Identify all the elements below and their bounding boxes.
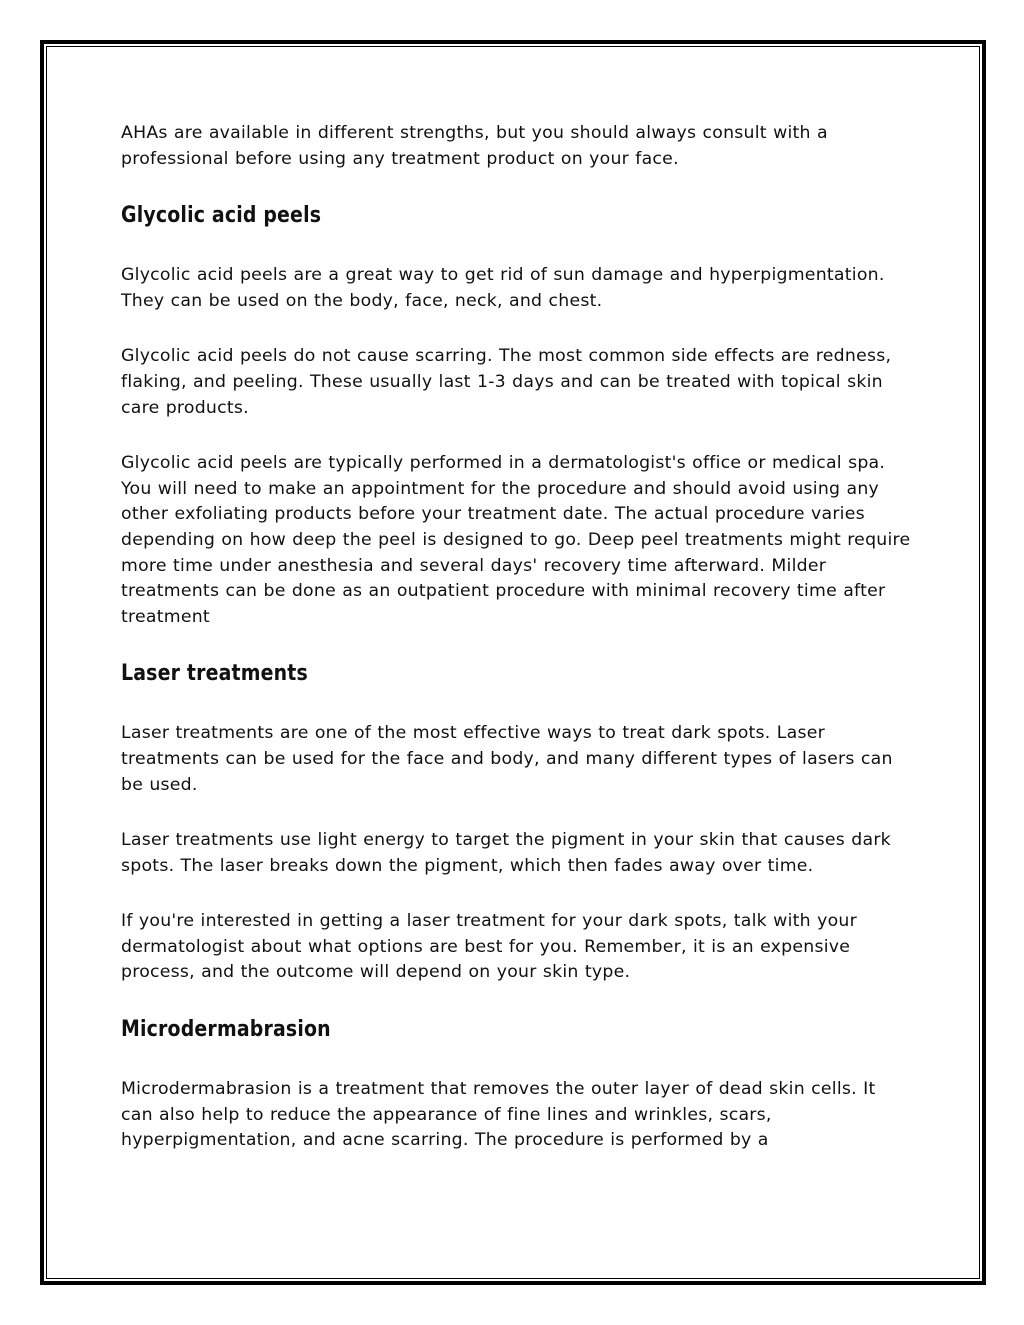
- intro-paragraph: AHAs are available in different strengths, but you should always consult with a professional before using any treatment product on your face.: [121, 123, 828, 169]
- paragraph: Glycolic acid peels are a great way to get rid of sun damage and hyperpigmentation. They can be used on the body, face, neck, and chest.: [121, 265, 885, 311]
- section-microdermabrasion: [121, 1016, 911, 1154]
- section-laser-treatments: [121, 660, 911, 986]
- paragraph: Laser treatments use light energy to target the pigment in your skin that causes dark spots. The laser breaks down the pigment, which then fades away over time.: [121, 830, 891, 876]
- paragraph: Laser treatments are one of the most effective ways to treat dark spots. Laser treatments can be used for the face and body, and many different types of lasers can be used.: [121, 723, 893, 795]
- section-glycolic-acid-peels: [121, 202, 911, 630]
- document-body: [121, 121, 911, 1184]
- paragraph: Glycolic acid peels do not cause scarring. The most common side effects are redness, flaking, and peeling. These usually last 1-3 days and can be treated with topical skin care products.: [121, 346, 892, 418]
- paragraph: Microdermabrasion is a treatment that removes the outer layer of dead skin cells. It can also help to reduce the appearance of fine lines and wrinkles, scars, hyperpigmentation, and acne scarring. The procedure is performed by a: [121, 1079, 876, 1151]
- section-heading: Microdermabrasion: [121, 1017, 331, 1043]
- section-heading: Laser treatments: [121, 661, 308, 687]
- section-heading: Glycolic acid peels: [121, 203, 322, 229]
- paragraph: If you're interested in getting a laser treatment for your dark spots, talk with your dermatologist about what options are best for you. Remember, it is an expensive process, and the outcome will depend on your skin type.: [121, 911, 857, 983]
- paragraph: Glycolic acid peels are typically performed in a dermatologist's office or medical spa. You will need to make an appointment for the procedure and should avoid using any other exfoliating products before your treatment date. The actual procedure varies depending on how deep the peel is designed to go. Deep peel treatments might require more time under anesthesia and several days' recovery time afterward. Milder treatments can be done as an outpatient procedure with minimal recovery time after treatment: [121, 453, 911, 627]
